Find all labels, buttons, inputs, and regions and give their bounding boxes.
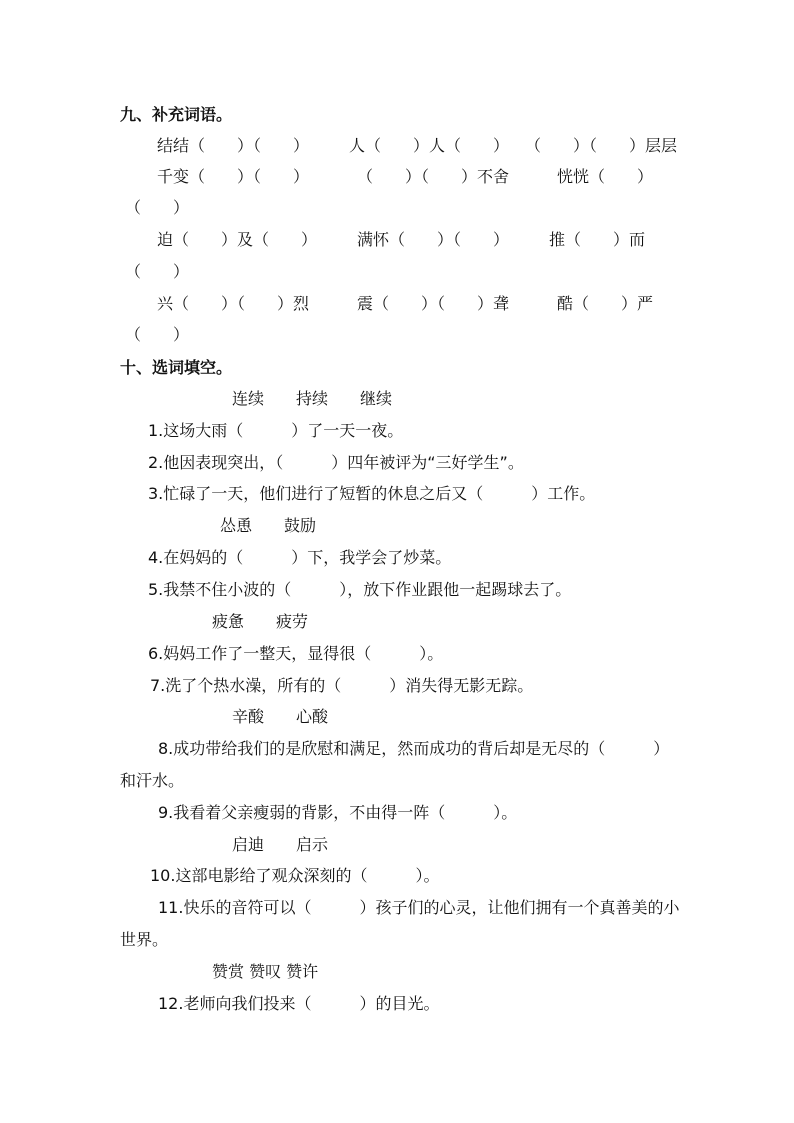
question-9: 9.我看着父亲瘦弱的背影，不由得一阵（ ）。 [158, 803, 518, 822]
word-choice-group-1: 连续 持续 继续 [232, 389, 393, 408]
question-3: 3.忙碌了一天，他们进行了短暂的休息之后又（ ）工作。 [148, 484, 596, 503]
question-12: 12.老师向我们投来（ ）的目光。 [158, 994, 440, 1013]
word-choice-group-3: 疲惫 疲劳 [212, 612, 309, 631]
question-8-continued: 和汗水。 [120, 771, 185, 790]
question-10: 10.这部电影给了观众深刻的（ ）。 [150, 866, 440, 885]
section-10-heading: 十、选词填空。 [120, 358, 233, 377]
s9-line-3: （ ） [125, 198, 190, 217]
question-4: 4.在妈妈的（ ）下，我学会了炒菜。 [148, 548, 452, 567]
s9-line-5: （ ） [125, 262, 190, 281]
word-choice-group-5: 启迪 启示 [232, 835, 329, 854]
question-1: 1.这场大雨（ ）了一天一夜。 [148, 421, 404, 440]
section-9-heading: 九、补充词语。 [120, 105, 233, 124]
question-5: 5.我禁不住小波的（ ），放下作业跟他一起踢球去了。 [148, 580, 572, 599]
question-11: 11.快乐的音符可以（ ）孩子们的心灵，让他们拥有一个真善美的小 [158, 898, 680, 917]
question-7: 7.洗了个热水澡，所有的（ ）消失得无影无踪。 [150, 676, 534, 695]
s9-line-4: 迫（ ）及（ ） 满怀（ ）（ ） 推（ ）而 [157, 230, 646, 249]
question-2: 2.他因表现突出，（ ）四年被评为“三好学生”。 [148, 453, 524, 472]
word-choice-group-6: 赞赏 赞叹 赞许 [212, 962, 319, 981]
question-8: 8.成功带给我们的是欣慰和满足，然而成功的背后却是无尽的（ ） [158, 739, 670, 758]
word-choice-group-2: 怂恿 鼓励 [220, 516, 317, 535]
s9-line-2: 千变（ ）（ ） （ ）（ ）不舍 恍恍（ ） [157, 167, 654, 186]
word-choice-group-4: 辛酸 心酸 [232, 707, 329, 726]
question-6: 6.妈妈工作了一整天，显得很（ ）。 [148, 644, 444, 663]
s9-line-6: 兴（ ）（ ）烈 震（ ）（ ）聋 酷（ ）严 [157, 294, 654, 313]
s9-line-7: （ ） [125, 325, 190, 344]
s9-line-1: 结结（ ）（ ） 人（ ）人（ ） （ ）（ ）层层 [157, 136, 678, 155]
question-11-continued: 世界。 [120, 930, 169, 949]
